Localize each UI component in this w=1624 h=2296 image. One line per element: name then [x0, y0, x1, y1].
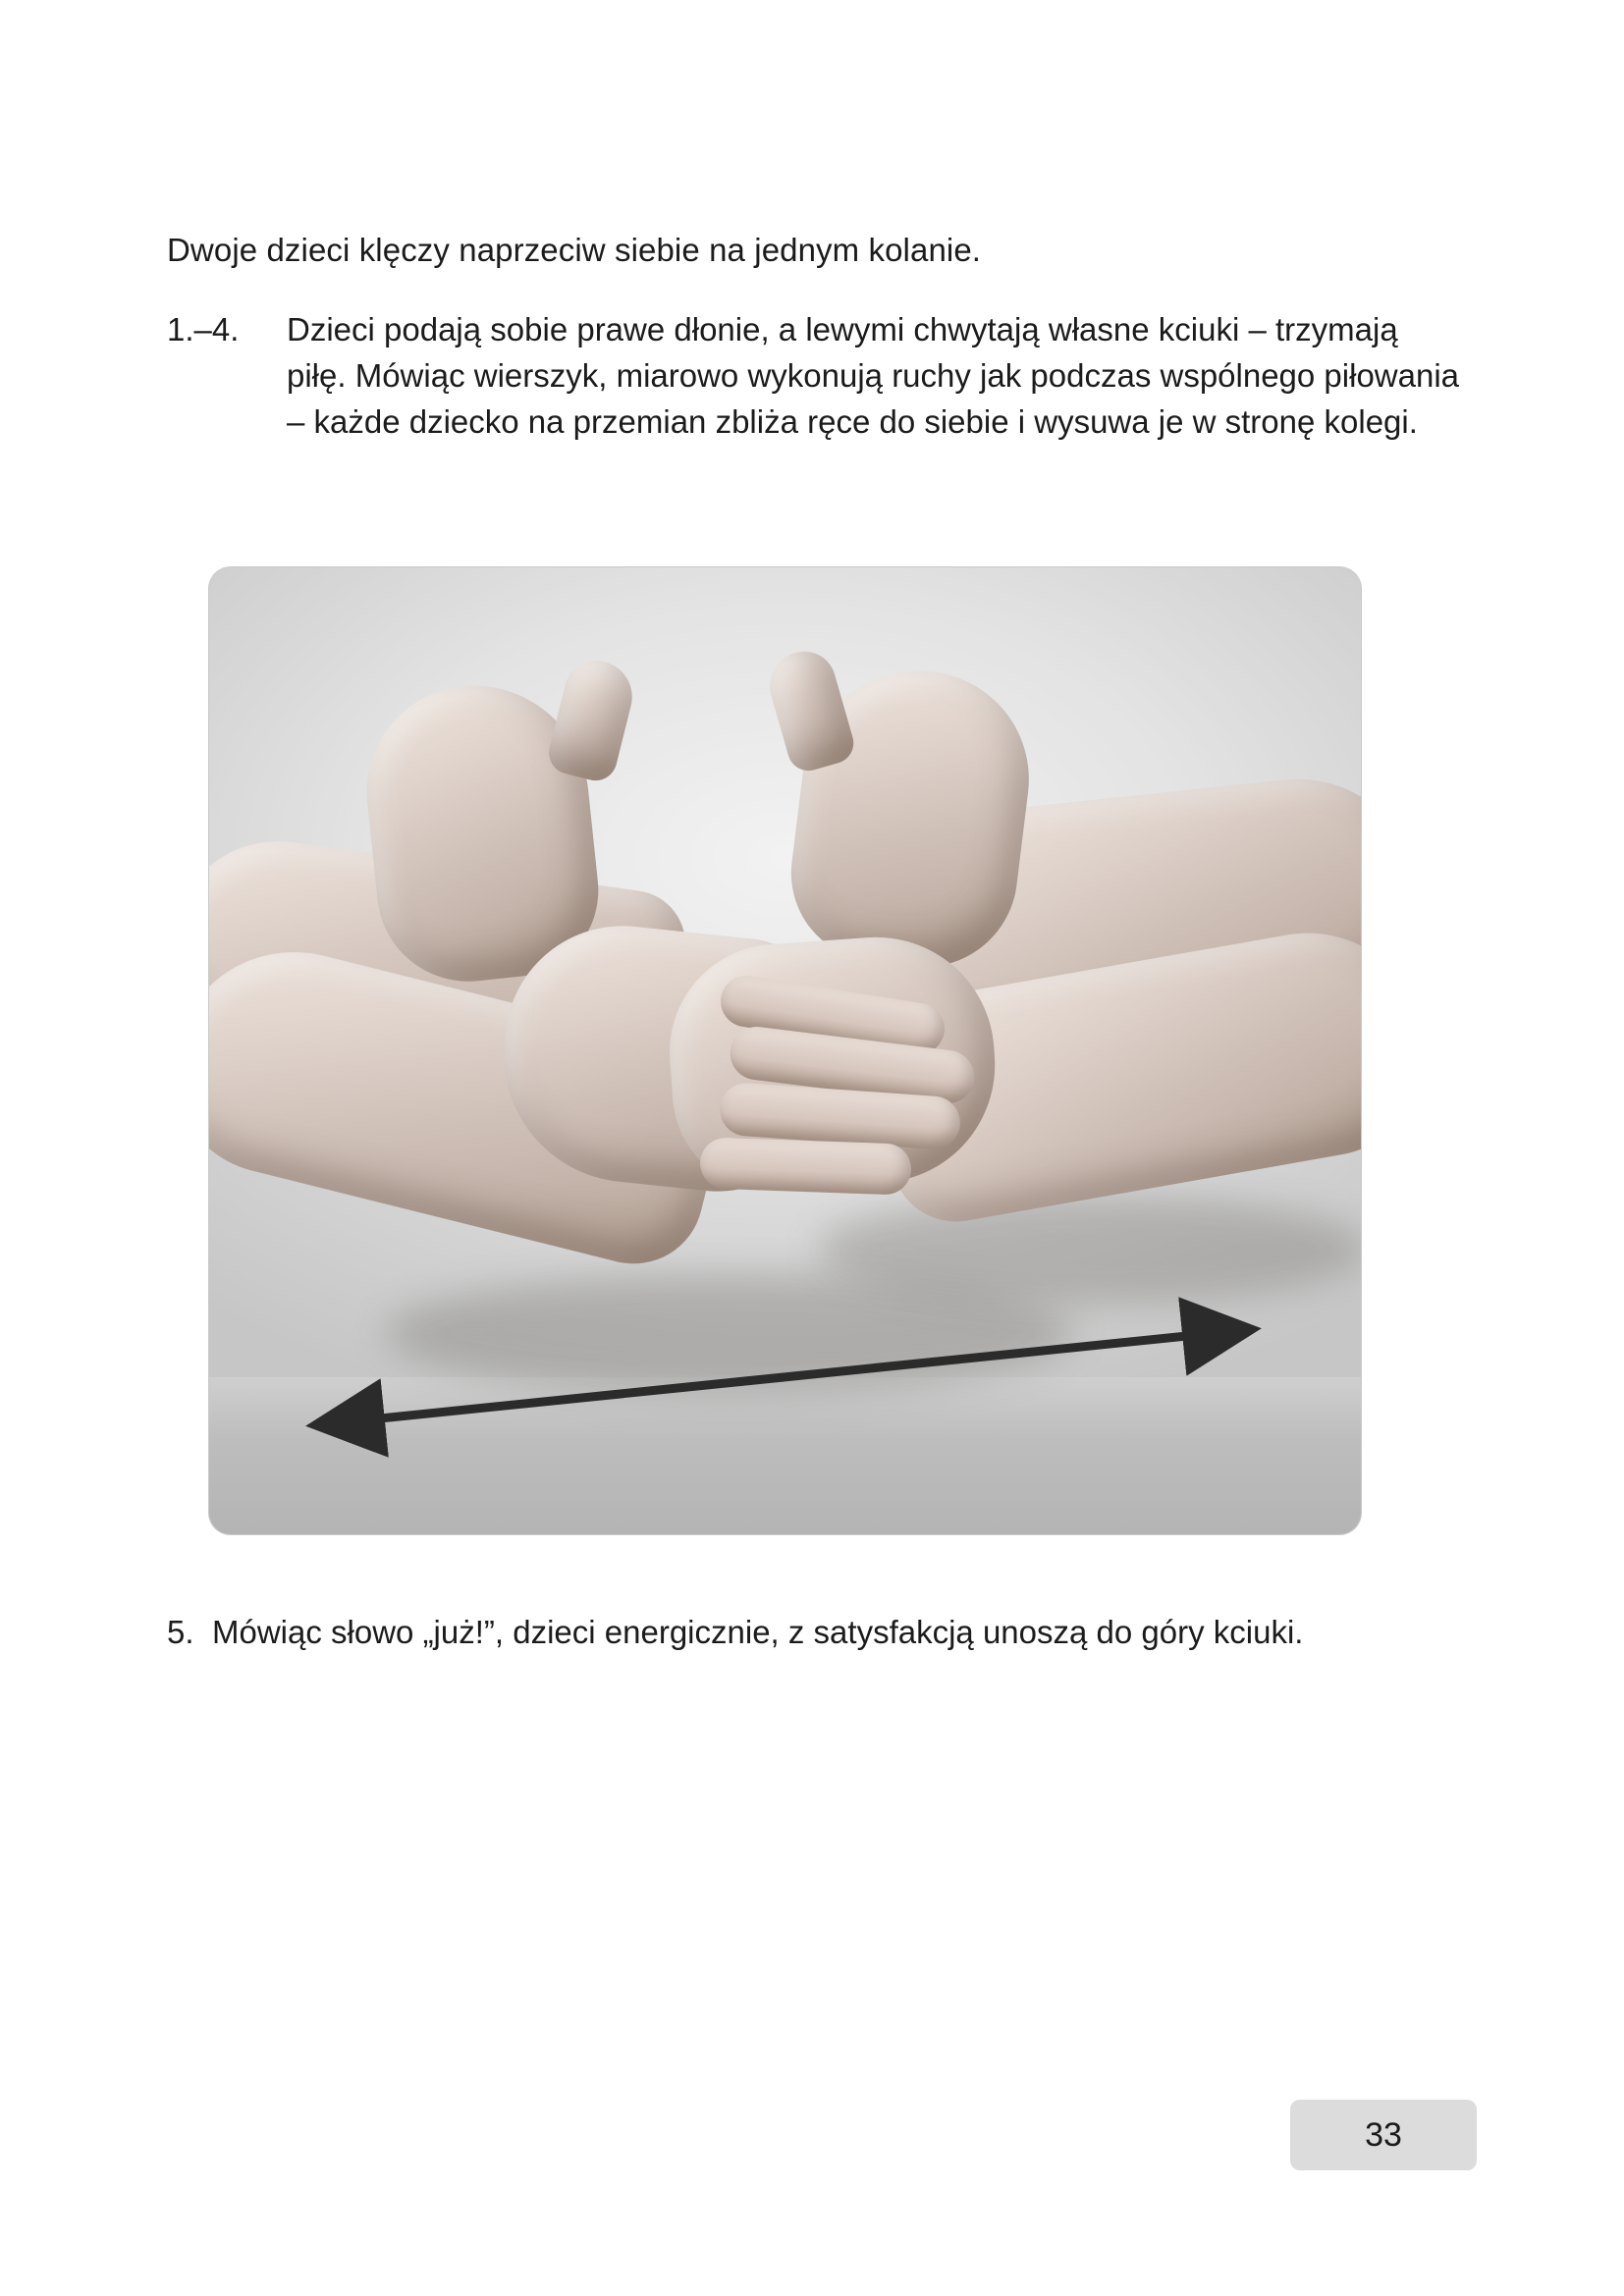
step-item-1: [167, 307, 1463, 446]
photo-floor: [209, 1377, 1361, 1534]
page-number-badge: [1290, 2100, 1477, 2170]
page-number-value: 33: [1365, 2115, 1402, 2154]
intro-paragraph: Dwoje dzieci klęczy naprzeciw siebie na jednym kolanie.: [167, 232, 982, 268]
step-number: 1.–4.: [167, 310, 240, 347]
photo-shadow: [818, 1196, 1361, 1304]
photo-finger: [699, 1137, 912, 1195]
step-text: Dzieci podają sobie prawe dłonie, a lewymi chwytają własne kciuki – trzymają piłę. Mówiąc wierszyk, miarowo wykonują ruchy jak podczas wspólnego piłowania – każde dziecko na przemian zbliża ręce do siebie i wysuwa je w stronę kolegi.: [287, 310, 1460, 440]
step-item-5: [167, 1610, 1473, 1656]
step-number: 5.: [167, 1614, 194, 1650]
text-content-top: [167, 228, 1463, 470]
instruction-photo: [209, 567, 1361, 1534]
text-content-bottom: [167, 1610, 1473, 1656]
step-text: Mówiąc słowo „już!”, dzieci energicznie, z satysfakcją unoszą do góry kciuki.: [212, 1614, 1304, 1650]
